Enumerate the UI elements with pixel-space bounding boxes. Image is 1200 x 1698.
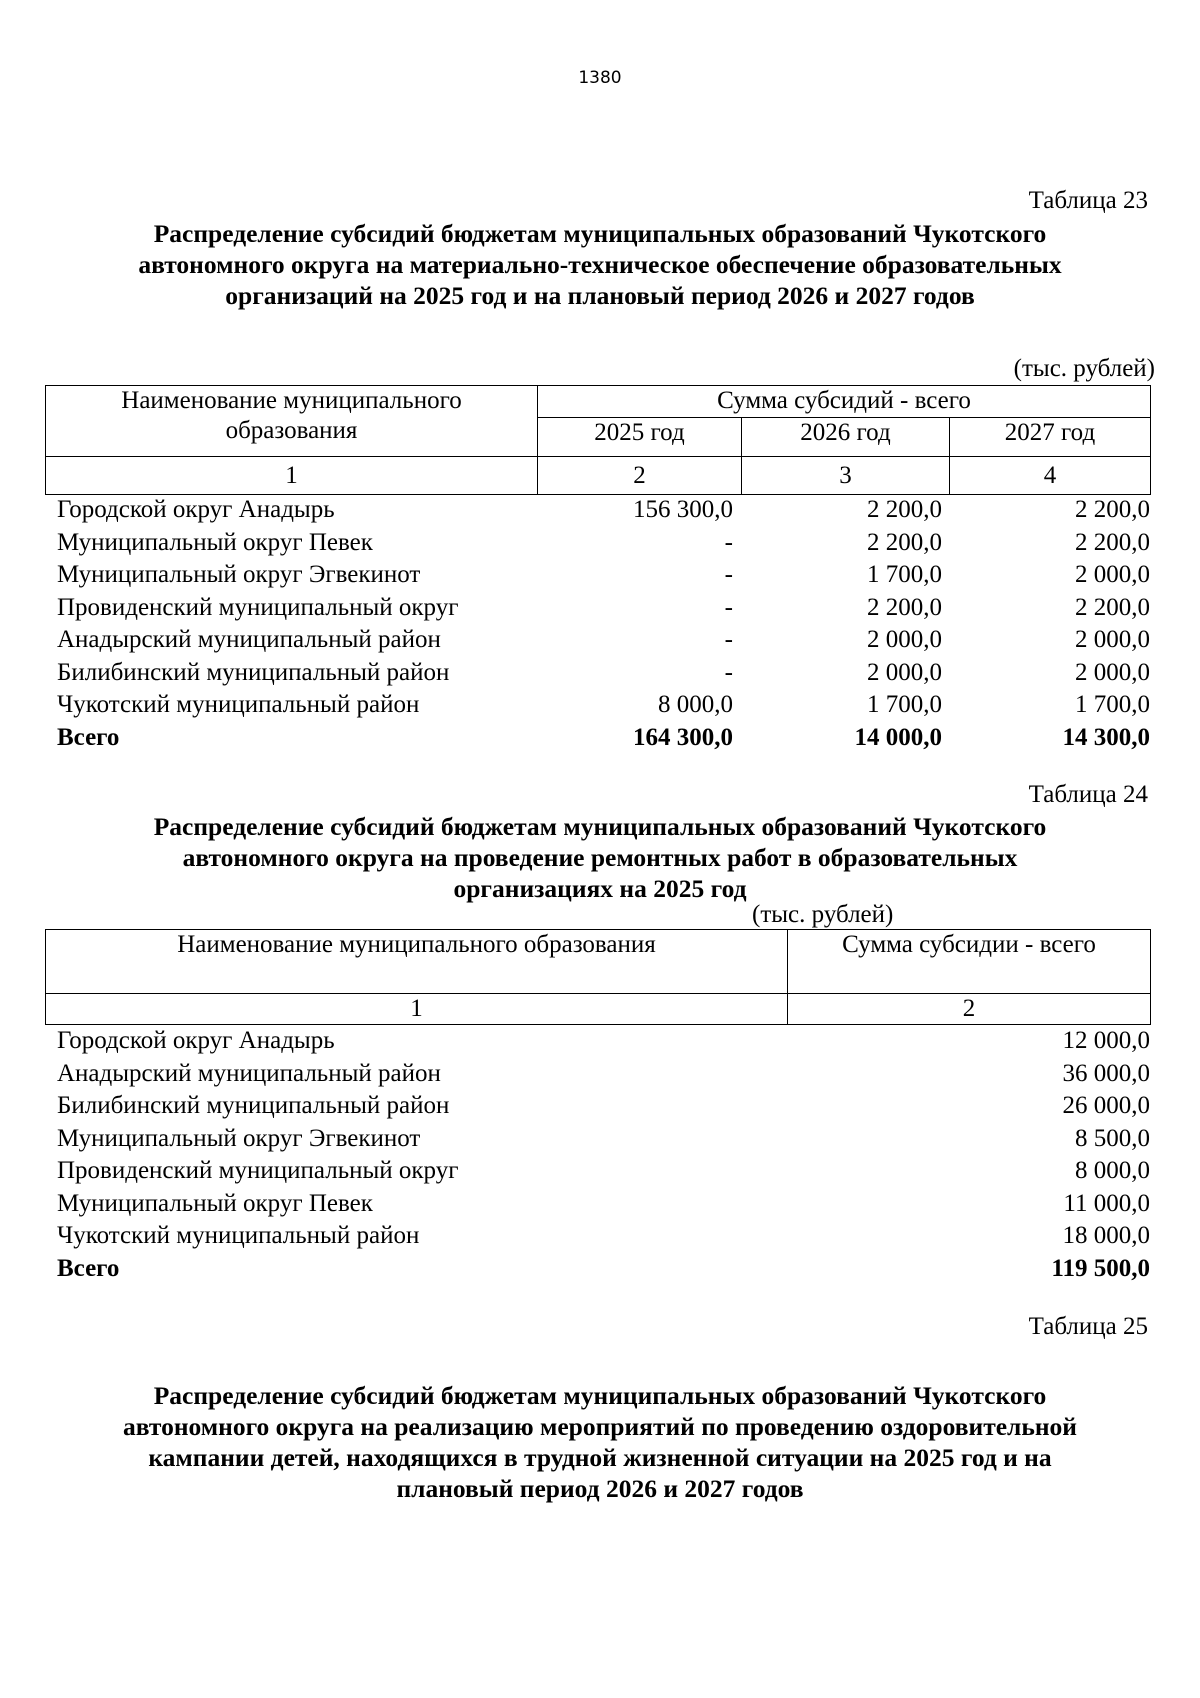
table-row (45, 1123, 1150, 1156)
municipality-name: Анадырский муниципальный район (57, 1059, 441, 1087)
total-row (45, 722, 1150, 755)
municipality-name: Провиденский муниципальный округ (57, 1157, 459, 1184)
table-23-body (45, 494, 1150, 754)
municipality-name: Чукотский муниципальный район (57, 1222, 420, 1249)
municipality-name: Городской округ Анадырь (57, 1027, 335, 1054)
table-24-label: Таблица 24 (1028, 781, 1148, 808)
table-23-unit: (тыс. рублей) (1013, 355, 1155, 382)
value-2025: - (724, 528, 733, 556)
value-2027: 1 700,0 (1075, 691, 1150, 718)
total-label: Всего (57, 723, 120, 751)
municipality-name: Муниципальный округ Эгвекинот (57, 1124, 421, 1152)
municipality-name: Билибинский муниципальный район (57, 658, 450, 686)
table-25-title-line: Распределение субсидий бюджетам муниципальных образований Чукотского (153, 1381, 1047, 1410)
table-25-title-line: автономного округа на реализацию мероприятий по проведению оздоровительной (123, 1412, 1077, 1441)
column-number: 1 (46, 994, 788, 1025)
header-name-column (46, 386, 538, 457)
table-23-title-line: Распределение субсидий бюджетам муниципальных образований Чукотского (153, 219, 1047, 248)
table-24-title-line: Распределение субсидий бюджетам муниципальных образований Чукотского (153, 812, 1047, 841)
value-2026: 1 700,0 (867, 561, 942, 588)
value-2026: 2 000,0 (867, 626, 942, 653)
municipality-name: Билибинский муниципальный район (57, 1092, 450, 1119)
total-2025: 164 300,0 (633, 723, 733, 751)
municipality-name: Чукотский муниципальный район (57, 691, 420, 718)
header-name-column: Наименование муниципального образования (46, 930, 788, 994)
table-row (45, 592, 1150, 625)
table-row (45, 1155, 1150, 1188)
column-number: 2 (538, 457, 742, 495)
value-2027: 2 000,0 (1075, 658, 1150, 686)
municipality-name: Провиденский муниципальный округ (57, 593, 459, 621)
total-2027: 14 300,0 (1062, 723, 1150, 751)
value-2026: 2 000,0 (867, 658, 942, 686)
value-2025: 8 000,0 (658, 691, 733, 718)
value-2026: 2 200,0 (867, 496, 942, 523)
value-2025: 156 300,0 (633, 496, 733, 523)
subsidy-value: 8 500,0 (1075, 1124, 1150, 1152)
total-label: Всего (57, 1254, 120, 1282)
table-23-title (50, 218, 1150, 311)
table-24-header (45, 929, 1151, 1025)
table-row (45, 1058, 1150, 1091)
table-24-title-line: организациях на 2025 год (453, 874, 747, 903)
table-25-label: Таблица 25 (1028, 1313, 1148, 1340)
table-23-label: Таблица 23 (1028, 187, 1148, 214)
column-number: 2 (788, 994, 1151, 1025)
value-2027: 2 000,0 (1075, 561, 1150, 588)
table-25-title (50, 1380, 1150, 1504)
page-number: 1380 (578, 68, 622, 88)
header-year-2025: 2025 год (538, 418, 742, 457)
value-2025: - (724, 626, 733, 653)
municipality-name: Муниципальный округ Эгвекинот (57, 561, 421, 588)
value-2027: 2 200,0 (1075, 496, 1150, 523)
subsidy-value: 36 000,0 (1062, 1059, 1150, 1087)
column-number: 4 (950, 457, 1151, 495)
table-row (45, 624, 1150, 657)
subsidy-value: 18 000,0 (1062, 1222, 1150, 1249)
value-2027: 2 200,0 (1075, 593, 1150, 621)
table-row (45, 657, 1150, 690)
value-2025: - (724, 658, 733, 686)
total-2026: 14 000,0 (854, 723, 942, 751)
municipality-name: Муниципальный округ Певек (57, 1189, 373, 1217)
table-row (45, 1025, 1150, 1058)
municipality-name: Анадырский муниципальный район (57, 626, 441, 653)
value-2026: 2 200,0 (867, 593, 942, 621)
table-23-title-line: организаций на 2025 год и на плановый период 2026 и 2027 годов (225, 281, 975, 310)
header-name-line: образования (225, 417, 358, 444)
header-sum-group: Сумма субсидий - всего (538, 386, 1151, 418)
column-number: 1 (46, 457, 538, 495)
municipality-name: Городской округ Анадырь (57, 496, 335, 523)
header-year-2027: 2027 год (950, 418, 1151, 457)
table-row (45, 527, 1150, 560)
value-2026: 1 700,0 (867, 691, 942, 718)
table-24-unit: (тыс. рублей) (752, 901, 894, 928)
table-23-header (45, 385, 1151, 495)
subsidy-value: 8 000,0 (1075, 1157, 1150, 1184)
municipality-name: Муниципальный округ Певек (57, 528, 373, 556)
table-row (45, 1188, 1150, 1221)
value-2027: 2 200,0 (1075, 528, 1150, 556)
header-sum-column: Сумма субсидии - всего (788, 930, 1151, 994)
table-24-title-line: автономного округа на проведение ремонтных работ в образовательных (182, 843, 1018, 872)
table-row (45, 559, 1150, 592)
subsidy-value: 26 000,0 (1062, 1092, 1150, 1119)
table-row (45, 1220, 1150, 1253)
total-row (45, 1253, 1150, 1286)
header-name-line: Наименование муниципального (121, 387, 462, 414)
table-row (45, 1090, 1150, 1123)
table-row (45, 689, 1150, 722)
value-2027: 2 000,0 (1075, 626, 1150, 653)
subsidy-value: 11 000,0 (1063, 1189, 1150, 1217)
value-2025: - (724, 593, 733, 621)
table-24-body (45, 1025, 1150, 1285)
value-2025: - (724, 561, 733, 588)
value-2026: 2 200,0 (867, 528, 942, 556)
table-23-title-line: автономного округа на материально-техническое обеспечение образовательных (138, 250, 1062, 279)
subsidy-value: 12 000,0 (1062, 1027, 1150, 1054)
header-year-2026: 2026 год (742, 418, 950, 457)
column-number: 3 (742, 457, 950, 495)
table-24-title (50, 811, 1150, 904)
total-value: 119 500,0 (1051, 1254, 1150, 1282)
table-25-title-line: кампании детей, находящихся в трудной жизненной ситуации на 2025 год и на (148, 1443, 1052, 1472)
table-25-title-line: плановый период 2026 и 2027 годов (396, 1474, 804, 1503)
table-row (45, 494, 1150, 527)
